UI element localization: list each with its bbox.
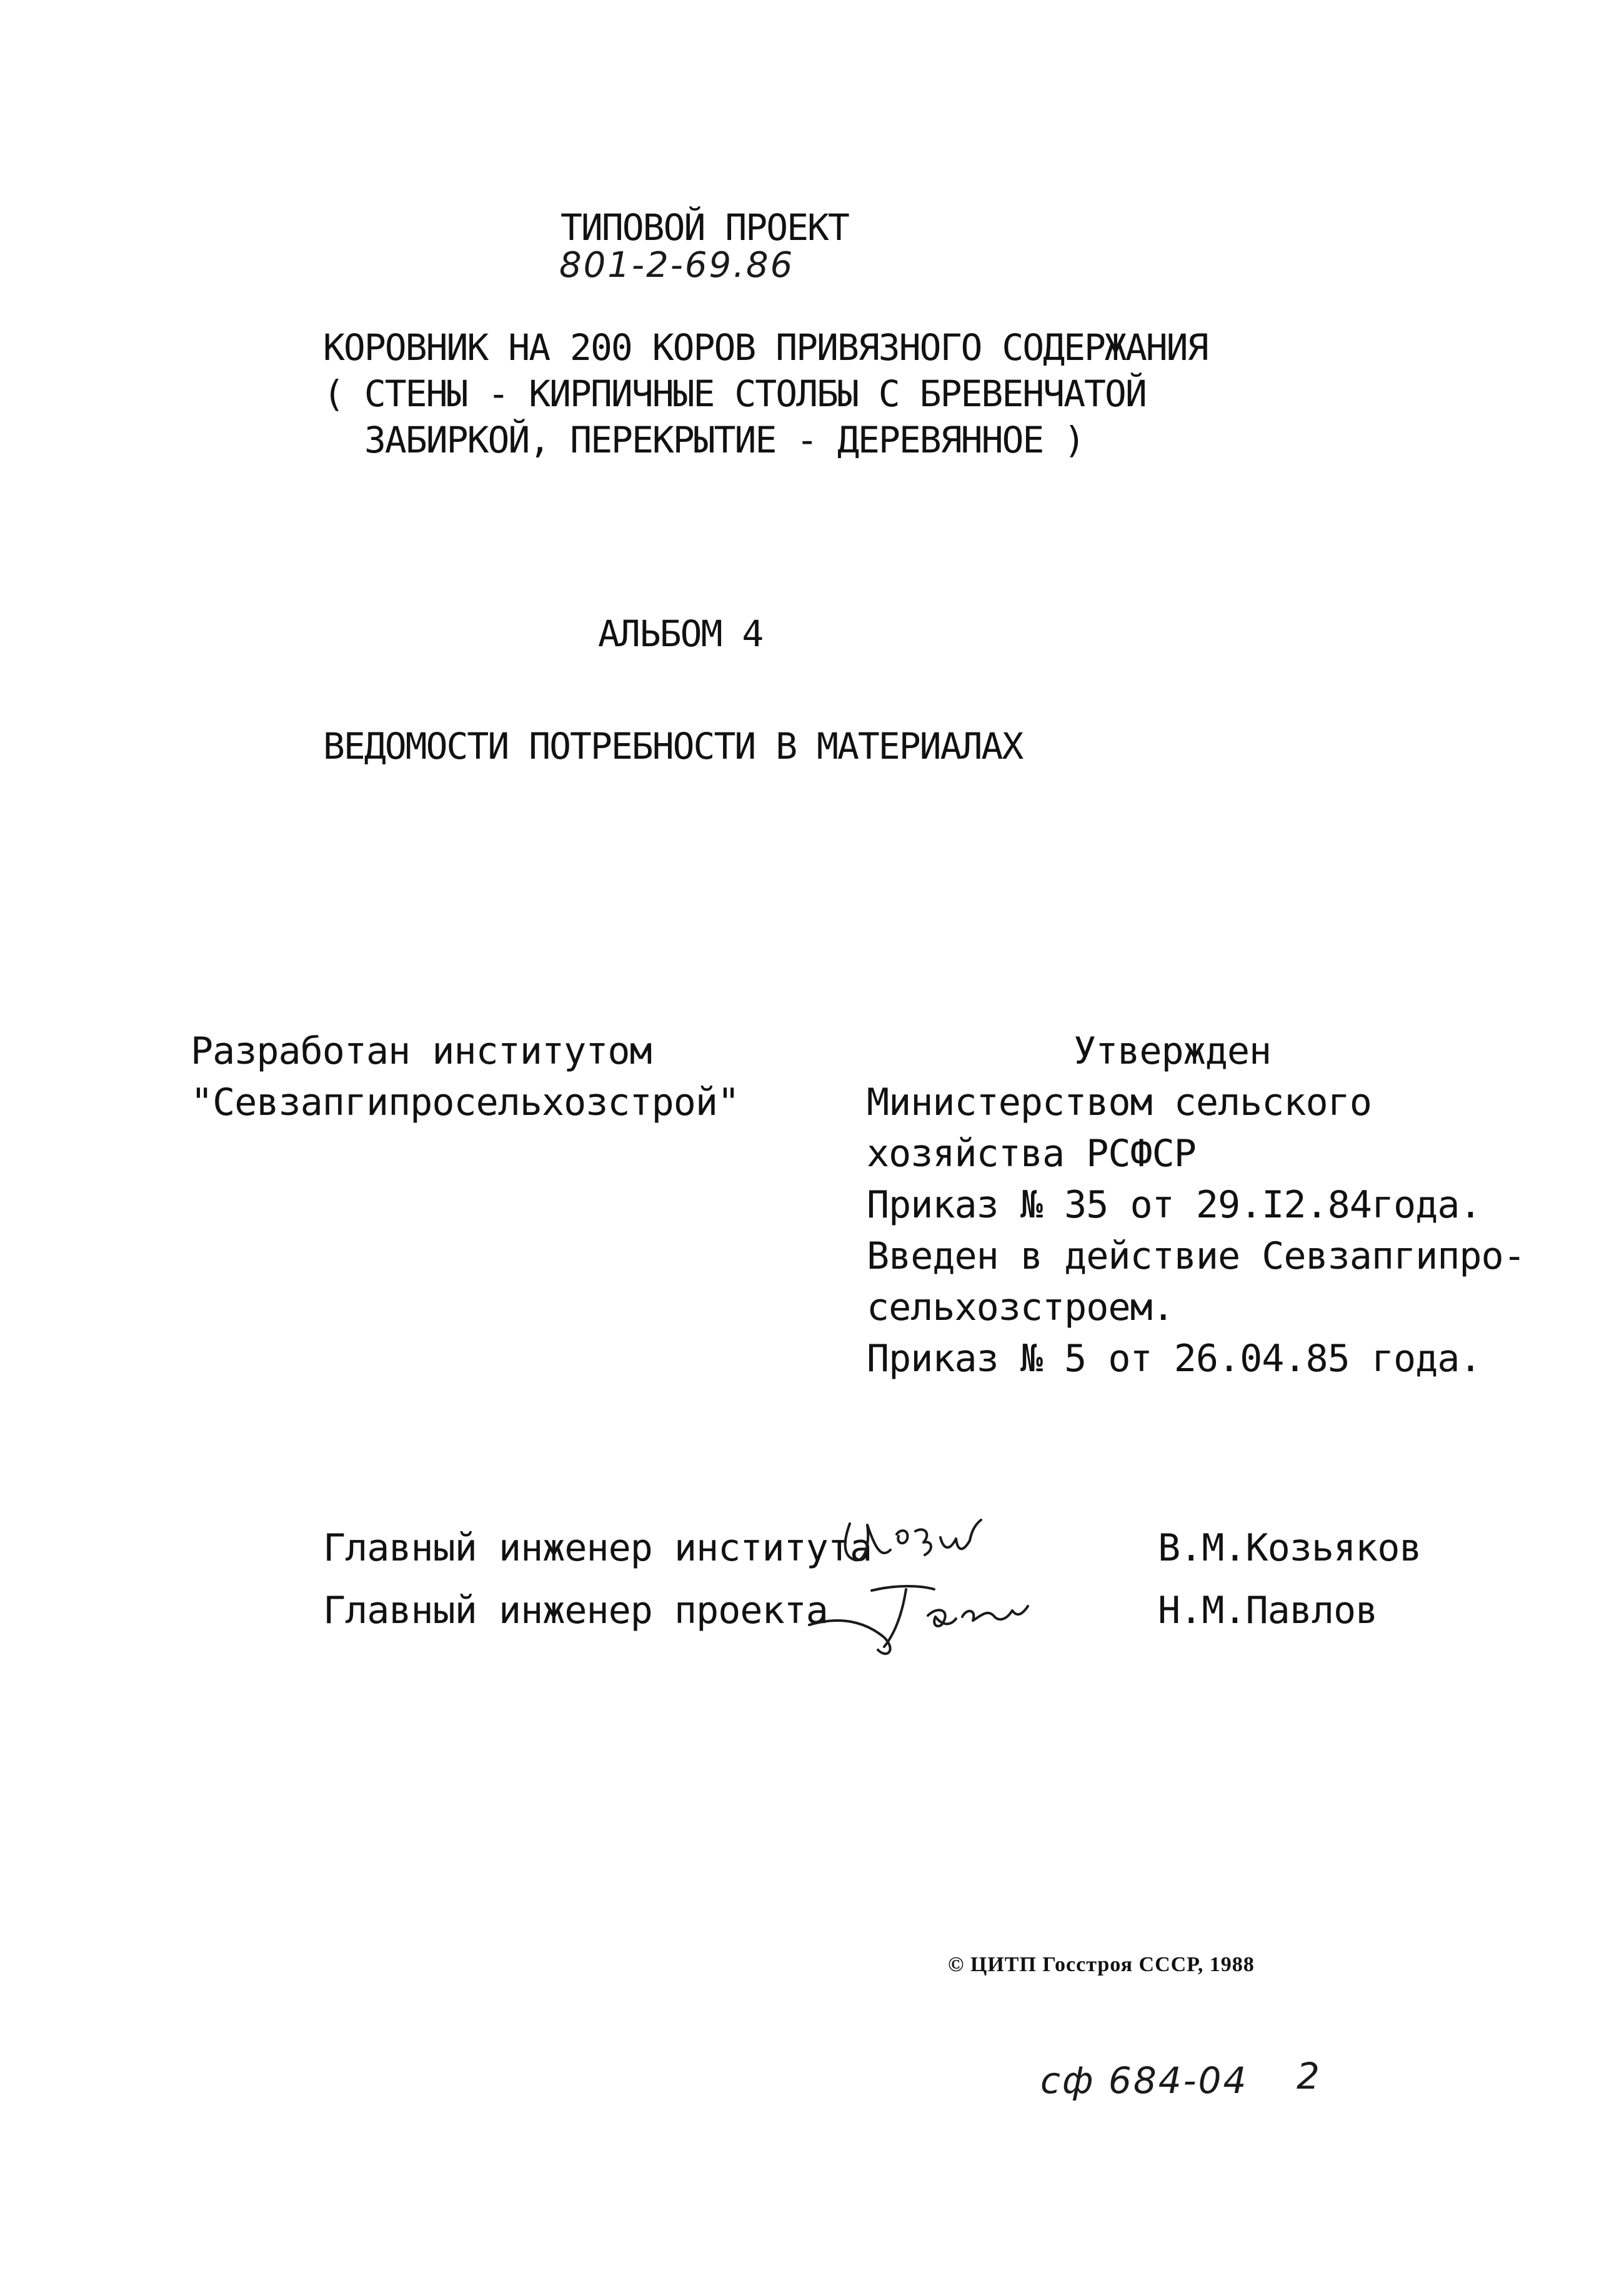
signature-name-1: В.М.Козьяков — [1158, 1526, 1422, 1570]
approval-line-3: хозяйства РСФСР — [867, 1132, 1196, 1176]
album-label: АЛЬБОМ 4 — [598, 612, 763, 655]
handwritten-signature-2 — [803, 1572, 1053, 1666]
developer-line-1: Разработан институтом — [191, 1029, 652, 1073]
title-line-2: ( СТЕНЫ - КИРПИЧНЫЕ СТОЛБЫ С БРЕВЕНЧАТОЙ — [323, 372, 1146, 415]
title-line-1: КОРОВНИК НА 200 КОРОВ ПРИВЯЗНОГО СОДЕРЖАНИЯ — [323, 326, 1208, 369]
approval-line-7: Приказ № 5 от 26.04.85 года. — [867, 1337, 1482, 1381]
handwritten-signature-1 — [831, 1506, 1006, 1575]
project-label: ТИПОВОЙ ПРОЕКТ — [560, 206, 849, 249]
copyright-notice: © ЦИТП Госстроя СССР, 1988 — [948, 1953, 1255, 1976]
signature-role-2: Главный инженер проекта — [323, 1589, 828, 1632]
title-line-3: ЗАБИРКОЙ, ПЕРЕКРЫТИЕ - ДЕРЕВЯННОЕ ) — [364, 419, 1085, 461]
approval-line-2: Министерством сельского — [867, 1081, 1372, 1124]
project-number: 801-2-69.86 — [559, 245, 795, 286]
page-number: 2 — [1297, 2055, 1322, 2097]
album-subtitle: ВЕДОМОСТИ ПОТРЕБНОСТИ В МАТЕРИАЛАХ — [323, 725, 1023, 767]
approval-line-1: Утвержден — [1074, 1029, 1272, 1073]
approval-line-6: сельхозстроем. — [867, 1286, 1174, 1329]
signature-role-1: Главный инженер института — [323, 1526, 872, 1570]
developer-line-2: "Севзапгипросельхозстрой" — [191, 1081, 740, 1124]
approval-line-4: Приказ № 35 от 29.I2.84года. — [867, 1183, 1482, 1227]
approval-line-5: Введен в действие Севзапгипро- — [867, 1234, 1525, 1278]
catalog-code: сф 684-04 — [1040, 2059, 1248, 2102]
signature-name-2: Н.М.Павлов — [1158, 1589, 1378, 1632]
